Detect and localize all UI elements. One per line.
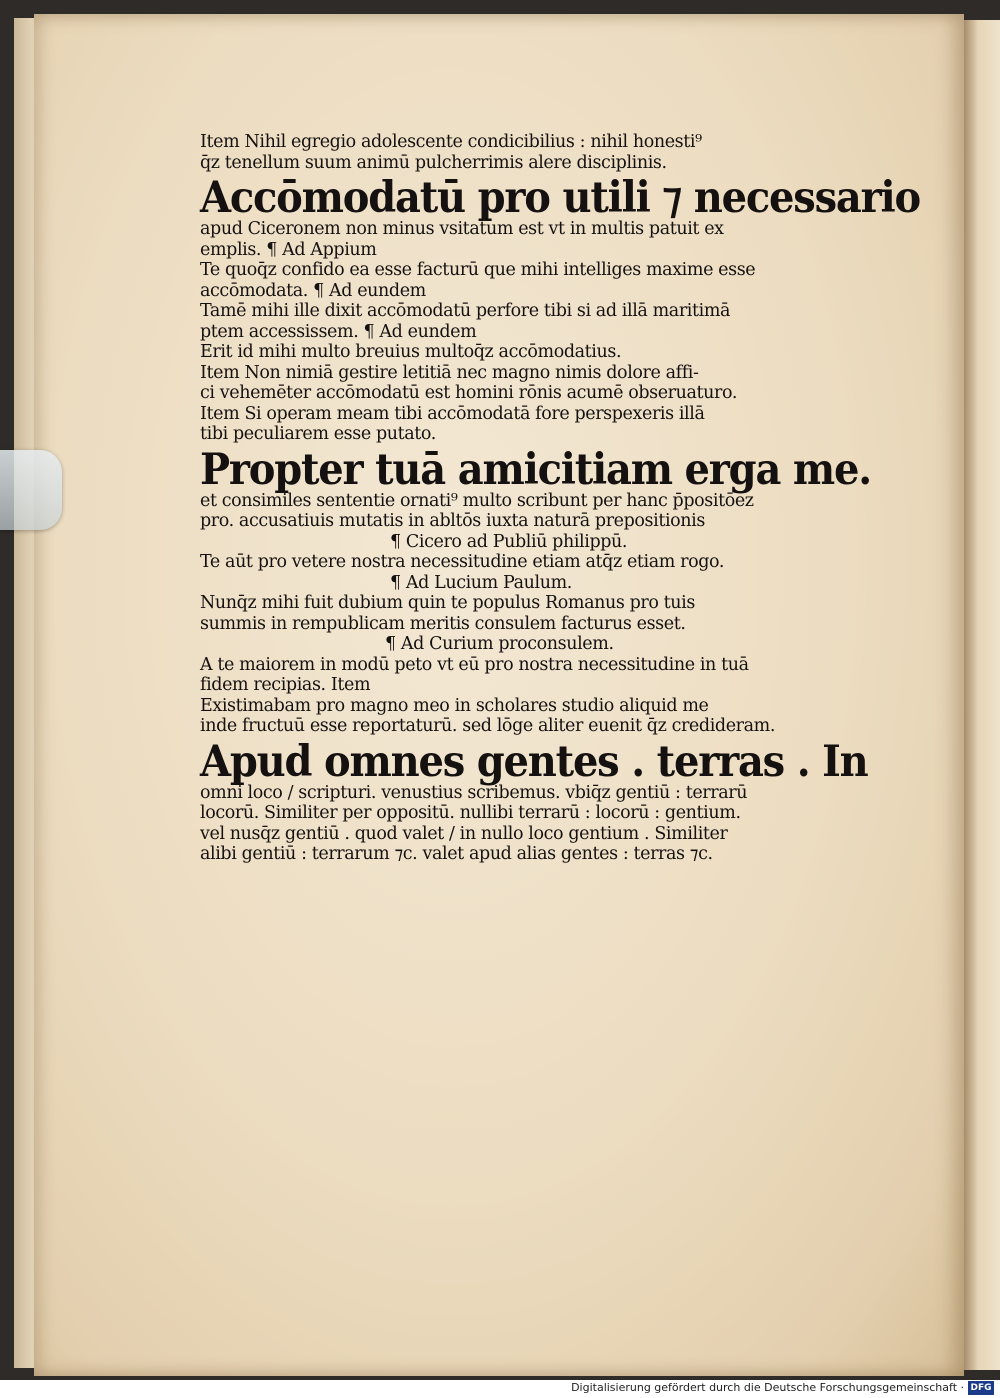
text-line: fidem recipias. Item xyxy=(200,675,371,695)
text-line: tibi peculiarem esse putato. xyxy=(200,424,436,444)
heading-line: Apud omnes gentes . terras . In xyxy=(200,735,868,787)
text-line: A te maiorem in modū peto vt eū pro nostra necessitudine in tuā xyxy=(200,654,749,675)
footer-bar xyxy=(0,1380,1000,1398)
funding-credit: Digitalisierung gefördert durch die Deutsche Forschungsgemeinschaft · xyxy=(571,1381,964,1394)
text-line: apud Ciceronem non minus vsitatum est vt in multis patuit ex xyxy=(200,219,724,239)
printed-text-block xyxy=(200,132,920,1172)
text-line: vel nusq̄z gentiū . quod valet / in nullo loco gentium . Similiter xyxy=(200,823,728,844)
text-line: q̄z tenellum suum animū pulcherrimis alere disciplinis. xyxy=(200,152,667,173)
text-line: inde fructuū esse reportaturū. sed lōge aliter euenit q̄z credideram. xyxy=(200,716,776,736)
text-line: summis in rempublicam meritis consulem facturus esset. xyxy=(200,613,686,634)
text-line: alibi gentiū : terrarum ⁊c. valet apud alias gentes : terras ⁊c. xyxy=(200,844,713,864)
text-line: ptem accessissem. ¶ Ad eundem xyxy=(200,321,477,342)
dfg-logo: DFG xyxy=(968,1381,994,1395)
text-line: Nunq̄z mihi fuit dubium quin te populus Romanus pro tuis xyxy=(200,593,695,613)
heading-line: Propter tuā amicitiam erga me. xyxy=(200,443,871,495)
text-line: et consimiles sententie ornati⁹ multo scribunt per hanc p̄positōez xyxy=(200,490,754,511)
text-line: Item Nihil egregio adolescente condicibilius : nihil honesti⁹ xyxy=(200,132,702,152)
text-line: Te quoq̄z confido ea esse facturū que mihi intelliges maxime esse xyxy=(200,260,756,280)
text-line: Existimabam pro magno meo in scholares studio aliquid me xyxy=(200,695,709,716)
text-line: pro. accusatiuis mutatis in abltōs iuxta naturā prepositionis xyxy=(200,511,705,531)
text-line: Item Non nimiā gestire letitiā nec magno nimis dolore affi- xyxy=(200,362,699,383)
facing-page-edge xyxy=(964,20,1000,1370)
text-line: Te aūt pro vetere nostra necessitudine etiam atq̄z etiam rogo. xyxy=(200,552,725,572)
text-line: ¶ Ad Lucium Paulum. xyxy=(390,572,572,593)
text-line: Erit id mihi multo breuius multoq̄z accōmodatius. xyxy=(200,342,622,362)
text-line: Item Si operam meam tibi accōmodatā fore perspexeris illā xyxy=(200,403,705,424)
text-line: ¶ Cicero ad Publiū philippū. xyxy=(390,531,628,552)
text-line: accōmodata. ¶ Ad eundem xyxy=(200,280,426,301)
text-line: ¶ Ad Curium proconsulem. xyxy=(385,634,614,654)
text-line: ci vehemēter accōmodatū est homini rōnis acumē obseruaturo. xyxy=(200,383,737,403)
heading-line: Accōmodatū pro utili ⁊ necessario xyxy=(200,171,920,223)
text-line: emplis. ¶ Ad Appium xyxy=(200,239,377,260)
text-line: locorū. Similiter per oppositū. nullibi terrarū : locorū : gentium. xyxy=(200,803,741,823)
text-line: omni loco / scripturi. venustius scribemus. vbiq̄z gentiū : terrarū xyxy=(200,782,748,803)
page-clip xyxy=(0,450,62,530)
text-line: Tamē mihi ille dixit accōmodatū perfore tibi si ad illā maritimā xyxy=(200,301,731,321)
